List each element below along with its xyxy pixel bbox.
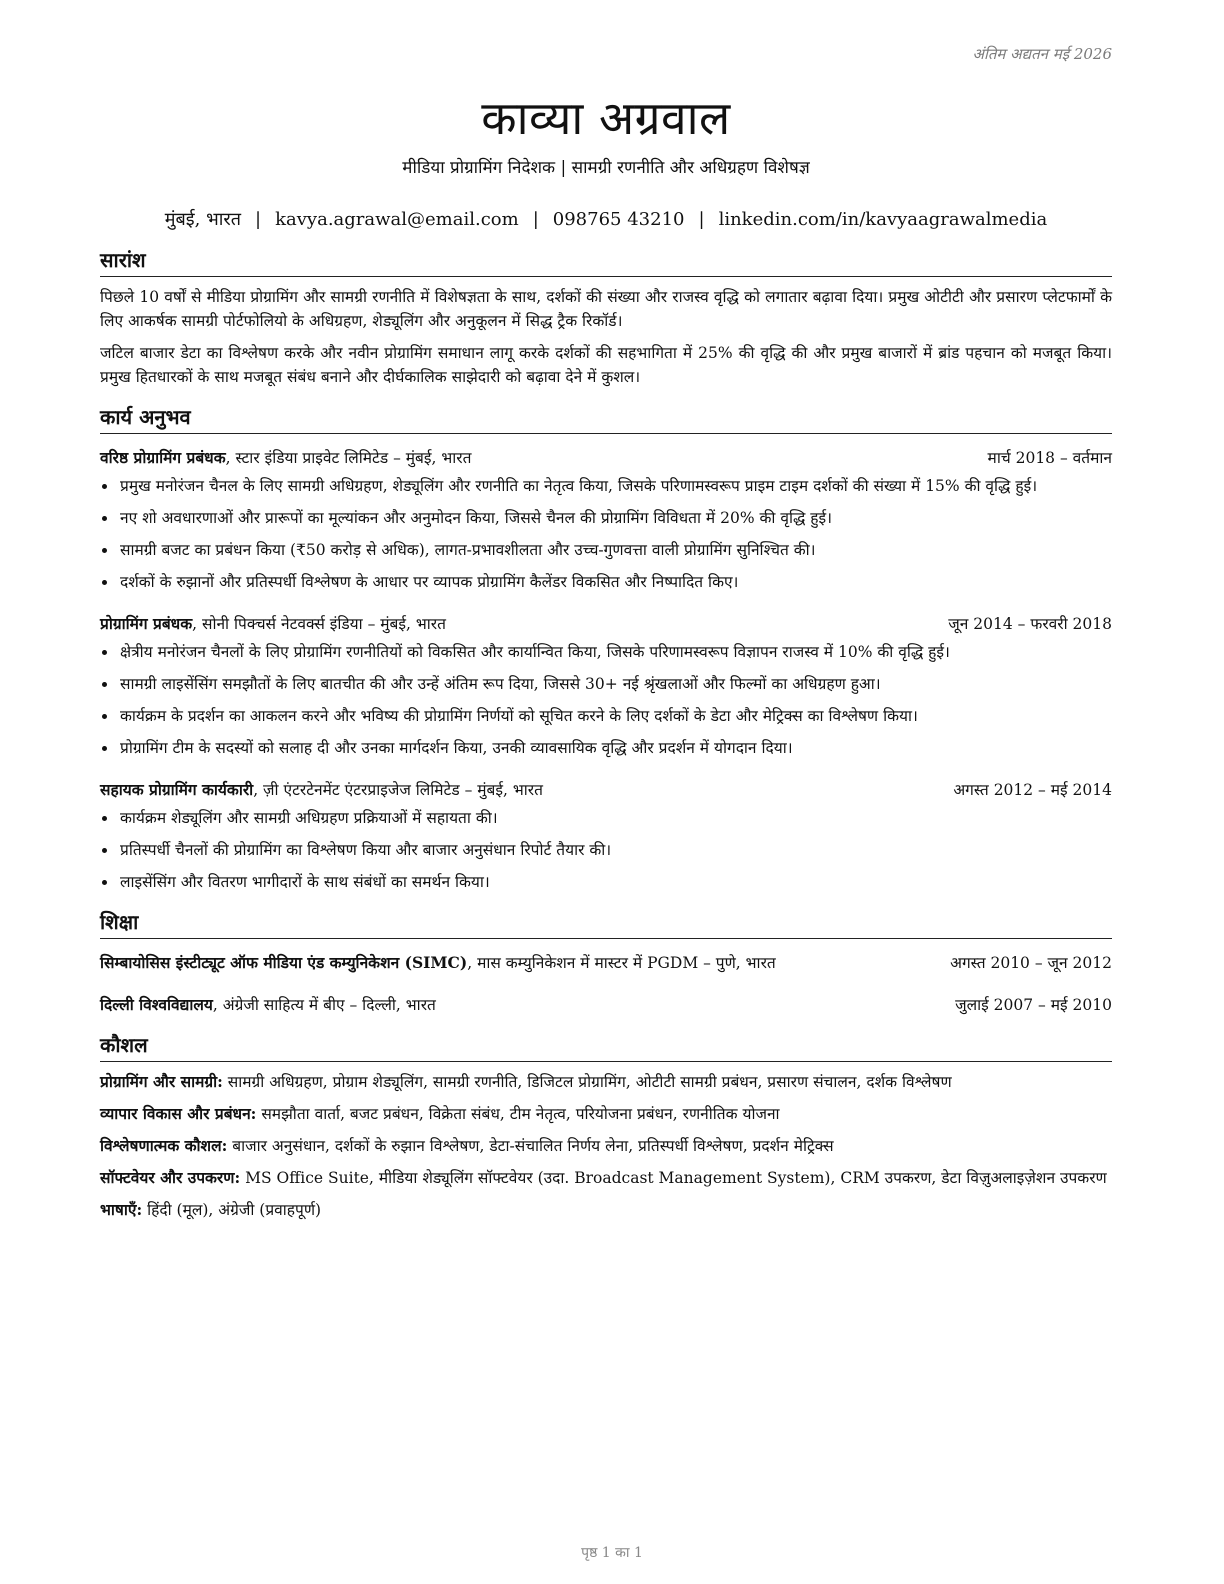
skill-row (100, 1102, 1112, 1126)
job-header (100, 612, 1112, 636)
education-entry (100, 993, 1112, 1017)
job-bullet: • दर्शकों के रुझानों और प्रतिस्पर्धी विश्लेषण के आधार पर व्यापक प्रोग्रामिंग कैलेंडर विकसित और निष्पादित किए। (118, 570, 1112, 594)
job-role: सहायक प्रोग्रामिंग कार्यकारी (100, 780, 254, 799)
job-entry (100, 778, 1112, 894)
section-title: शिक्षा (100, 908, 1112, 939)
job-bullet: • नए शो अवधारणाओं और प्रारूपों का मूल्यांकन और अनुमोदन किया, जिससे चैनल की प्रोग्रामिंग विविधता में 20% की वृद्धि हुई। (118, 506, 1112, 530)
section-title: कार्य अनुभव (100, 403, 1112, 434)
skill-value: हिंदी (मूल), अंग्रेजी (प्रवाहपूर्ण) (142, 1201, 322, 1219)
skill-label: विश्लेषणात्मक कौशल: (100, 1136, 228, 1155)
education-dates: जुलाई 2007 – मई 2010 (955, 996, 1112, 1014)
contact-separator: | (255, 209, 262, 230)
candidate-name: काव्या अग्रवाल (481, 91, 731, 145)
job-bullet: • प्रोग्रामिंग टीम के सदस्यों को सलाह दी और उनका मार्गदर्शन किया, उनकी व्यावसायिक वृद्धि और प्रदर्शन में योगदान दिया। (118, 736, 1112, 760)
education-section (100, 908, 1112, 1017)
job-bullet: • कार्यक्रम के प्रदर्शन का आकलन करने और भविष्य की प्रोग्रामिंग निर्णयों को सूचित करने के लिए दर्शकों के डेटा और मेट्रिक्स का विश्लेषण किया। (118, 704, 1112, 728)
job-entry (100, 612, 1112, 760)
skill-label: भाषाएँ: (100, 1200, 143, 1219)
page-number: पृष्ठ 1 का 1 (581, 1545, 643, 1561)
summary-section (100, 246, 1112, 389)
job-entry (100, 446, 1112, 594)
section-title: कौशल (100, 1031, 1112, 1062)
job-bullet: • लाइसेंसिंग और वितरण भागीदारों के साथ संबंधों का समर्थन किया। (118, 870, 1112, 894)
job-dates: मार्च 2018 – वर्तमान (987, 449, 1112, 467)
job-header (100, 446, 1112, 470)
job-org: , ज़ी एंटरटेनमेंट एंटरप्राइजेज लिमिटेड – मुंबई, भारत (253, 781, 543, 799)
skill-label: प्रोग्रामिंग और सामग्री: (100, 1072, 223, 1091)
job-dates: जून 2014 – फरवरी 2018 (948, 615, 1112, 633)
skill-value: समझौता वार्ता, बजट प्रबंधन, विक्रेता संबंध, टीम नेतृत्व, परियोजना प्रबंधन, रणनीतिक योजना (256, 1105, 780, 1123)
job-role: प्रोग्रामिंग प्रबंधक (100, 614, 193, 633)
summary-paragraph: पिछले 10 वर्षों से मीडिया प्रोग्रामिंग और सामग्री रणनीति में विशेषज्ञता के साथ, दर्शकों की संख्या और राजस्व वृद्धि को लगातार बढ़ावा दिया। प्रमुख ओटीटी और प्रसारण प्लेटफार्मों के लिए आकर्षक सामग्री पोर्टफोलियो के अधिग्रहण, शेड्यूलिंग और अनुकूलन में सिद्ध ट्रैक रिकॉर्ड। (100, 288, 1112, 330)
job-bullet: • प्रतिस्पर्धी चैनलों की प्रोग्रामिंग का विश्लेषण किया और बाजार अनुसंधान रिपोर्ट तैयार की। (118, 838, 1112, 862)
contact-phone: 098765 43210 (552, 209, 685, 230)
experience-section (100, 403, 1112, 894)
job-bullet: • कार्यक्रम शेड्यूलिंग और सामग्री अधिग्रहण प्रक्रियाओं में सहायता की। (118, 806, 1112, 830)
education-detail: , मास कम्युनिकेशन में मास्टर में PGDM – पुणे, भारत (467, 954, 776, 972)
job-bullets (100, 474, 1112, 594)
contact-line (100, 208, 1112, 232)
skill-value: बाजार अनुसंधान, दर्शकों के रुझान विश्लेषण, डेटा-संचालित निर्णय लेना, प्रतिस्पर्धी विश्लेषण, प्रदर्शन मेट्रिक्स (227, 1137, 834, 1155)
skills-section (100, 1031, 1112, 1222)
skill-value: सामग्री अधिग्रहण, प्रोग्राम शेड्यूलिंग, सामग्री रणनीति, डिजिटल प्रोग्रामिंग, ओटीटी सामग्री प्रबंधन, प्रसारण संचालन, दर्शक विश्लेषण (222, 1073, 952, 1091)
job-bullets (100, 806, 1112, 894)
section-title: सारांश (100, 246, 1112, 277)
job-dates: अगस्त 2012 – मई 2014 (953, 781, 1112, 799)
skill-row (100, 1198, 1112, 1222)
job-header (100, 778, 1112, 802)
skill-value: MS Office Suite, मीडिया शेड्यूलिंग सॉफ्टवेयर (उदा. Broadcast Management System), CRM उपकरण, डेटा विज़ुअलाइज़ेशन उपकरण (240, 1169, 1107, 1187)
education-dates: अगस्त 2010 – जून 2012 (950, 954, 1112, 972)
job-role: वरिष्ठ प्रोग्रामिंग प्रबंधक (100, 448, 226, 467)
education-detail: , अंग्रेजी साहित्य में बीए – दिल्ली, भारत (212, 996, 436, 1014)
skill-row (100, 1166, 1112, 1190)
skill-row (100, 1070, 1112, 1094)
education-school: सिम्बायोसिस इंस्टीट्यूट ऑफ मीडिया एंड कम्युनिकेशन (SIMC) (100, 953, 468, 972)
job-bullet: • प्रमुख मनोरंजन चैनल के लिए सामग्री अधिग्रहण, शेड्यूलिंग और रणनीति का नेतृत्व किया, जिसके परिणामस्वरूप प्राइम टाइम दर्शकों की संख्या में 15% की वृद्धि हुई। (118, 474, 1112, 498)
skill-row (100, 1134, 1112, 1158)
contact-separator: | (698, 209, 705, 230)
contact-email[interactable]: kavya.agrawal@email.com (275, 209, 519, 230)
job-bullet: • सामग्री बजट का प्रबंधन किया (₹50 करोड़ से अधिक), लागत-प्रभावशीलता और उच्च-गुणवत्ता वाली प्रोग्रामिंग सुनिश्चित की। (118, 538, 1112, 562)
tagline: मीडिया प्रोग्रामिंग निदेशक | सामग्री रणनीति और अधिग्रहण विशेषज्ञ (402, 158, 810, 178)
contact-separator: | (532, 209, 539, 230)
last-updated: अंतिम अद्यतन मई 2026 (972, 45, 1112, 63)
skill-label: सॉफ्टवेयर और उपकरण: (100, 1168, 241, 1187)
job-org: , सोनी पिक्चर्स नेटवर्क्स इंडिया – मुंबई, भारत (192, 615, 446, 633)
summary-paragraph: जटिल बाजार डेटा का विश्लेषण करके और नवीन प्रोग्रामिंग समाधान लागू करके दर्शकों की सहभागिता में 25% की वृद्धि की और प्रमुख बाजारों में ब्रांड पहचान को मजबूत किया। प्रमुख हितधारकों के साथ मजबूत संबंध बनाने और दीर्घकालिक साझेदारी को बढ़ावा देने में कुशल। (100, 344, 1112, 386)
job-bullet: • क्षेत्रीय मनोरंजन चैनलों के लिए प्रोग्रामिंग रणनीतियों को विकसित और कार्यान्वित किया, जिसके परिणामस्वरूप विज्ञापन राजस्व में 10% की वृद्धि हुई। (118, 640, 1112, 664)
job-bullet: • सामग्री लाइसेंसिंग समझौतों के लिए बातचीत की और उन्हें अंतिम रूप दिया, जिससे 30+ नई श्रृंखलाओं और फिल्मों का अधिग्रहण हुआ। (118, 672, 1112, 696)
job-bullets (100, 640, 1112, 760)
education-school: दिल्ली विश्वविद्यालय (100, 995, 213, 1014)
education-entry (100, 951, 1112, 975)
skill-label: व्यापार विकास और प्रबंधन: (100, 1104, 257, 1123)
contact-linkedin[interactable]: linkedin.com/in/kavyaagrawalmedia (718, 209, 1048, 230)
job-org: , स्टार इंडिया प्राइवेट लिमिटेड – मुंबई, भारत (225, 449, 472, 467)
contact-location: मुंबई, भारत (164, 209, 242, 230)
